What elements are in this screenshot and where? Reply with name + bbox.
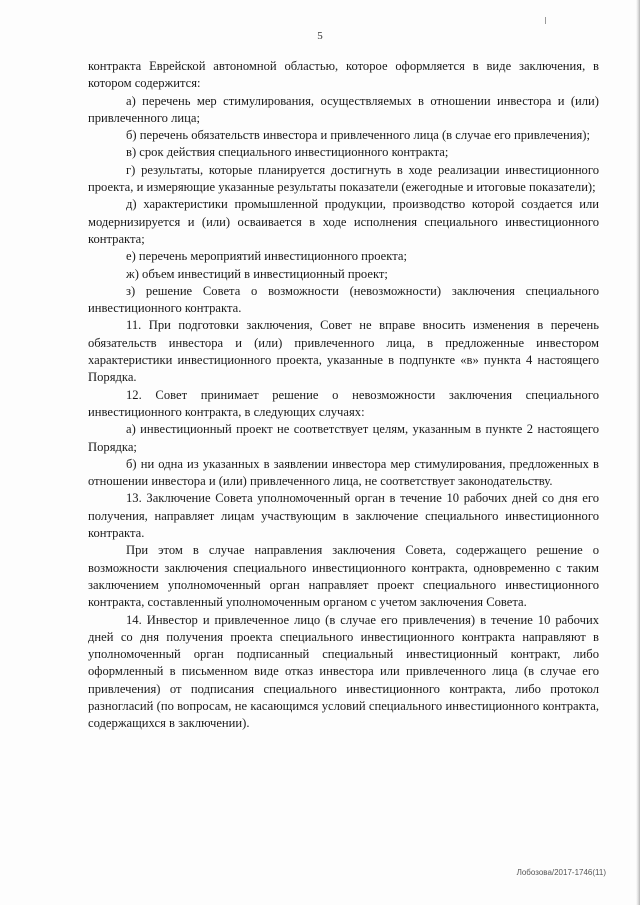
document-body [88,58,599,733]
clause-12-item-a: а) инвестиционный проект не соответствует целям, указанным в пункте 2 настоящего Порядка; [88,422,599,454]
list-item-v-contract-term: в) срок действия специального инвестиционного контракта; [126,145,449,160]
clause-14: 14. Инвестор и привлеченное лицо (в случае его привлечения) в течение 10 рабочих дней со дня получения проекта специального инвестиционного контракта направляют в уполномоченный орган подписанный специальный инвестиционный контракт, либо оформленный в письменном виде отказ инвестора или привлеченного лица (в случае его привлечения) от подписания специального инвестиционного контракта, либо протокол разногласий (по вопросам, не касающимся условий специального инвестиционного контракта, содержащихся в заключении). [88,612,599,731]
list-item-g-results: г) результаты, которые планируется достигнуть в ходе реализации инвестиционного проекта, и измеряющие указанные результаты показатели (ежегодные и итоговые показатели); [88,162,599,195]
list-item-b-obligations: б) перечень обязательств инвестора и привлеченного лица (в случае его привлечения); [126,128,590,143]
clause-12: 12. Совет принимает решение о невозможности заключения специального инвестиционного контракта, в следующих случаях: [88,387,599,419]
list-item-a-stimulus-measures: а) перечень мер стимулирования, осуществляемых в отношении инвестора и (или) привлеченного лица; [88,93,599,125]
list-item-d-product-characteristics: д) характеристики промышленной продукции, производство которой создается или модернизируется и (или) осваивается в ходе исполнения специального инвестиционного контракта; [88,197,599,246]
clause-13: 13. Заключение Совета уполномоченный орган в течение 10 рабочих дней со дня его получения, направляет лицам участвующим в заключение специального инвестиционного контракта. [88,491,599,541]
clause-11: 11. При подготовки заключения, Совет не вправе вносить изменения в перечень обязательств инвестора и (или) привлеченного лица, в предложенные инвестором характеристики инвестиционного проекта, указанные в подпункте «в» пункта 4 настоящего Порядка. [88,318,599,385]
page-number: 5 [317,30,323,42]
list-item-z-council-decision: з) решение Совета о возможности (невозможности) заключения специального инвестиционного контракта. [88,283,599,316]
scan-artifact-mark [545,17,546,24]
scan-edge-shadow [636,0,640,905]
clause-12-item-b: б) ни одна из указанных в заявлении инвестора мер стимулирования, предложенных в отношении инвестора и (или) привлеченного лица, не соответствует законодательству. [88,456,599,489]
clause-13-continuation: При этом в случае направления заключения Совета, содержащего решение о возможности заключения специального инвестиционного контракта, одновременно с таким заключением уполномоченный орган направляет проект специального инвестиционного контракта, составленный уполномоченным органом с учетом заключения Совета. [88,543,599,610]
list-item-e-activities: е) перечень мероприятий инвестиционного проекта; [126,249,407,264]
list-item-zh-investment-volume: ж) объем инвестиций в инвестиционный проект; [126,266,388,281]
paragraph-intro-continuation: контракта Еврейской автономной областью, которое оформляется в виде заключения, в котором содержится: [88,59,599,91]
footer-document-code: Лобозова/2017-1746(11) [516,868,606,877]
